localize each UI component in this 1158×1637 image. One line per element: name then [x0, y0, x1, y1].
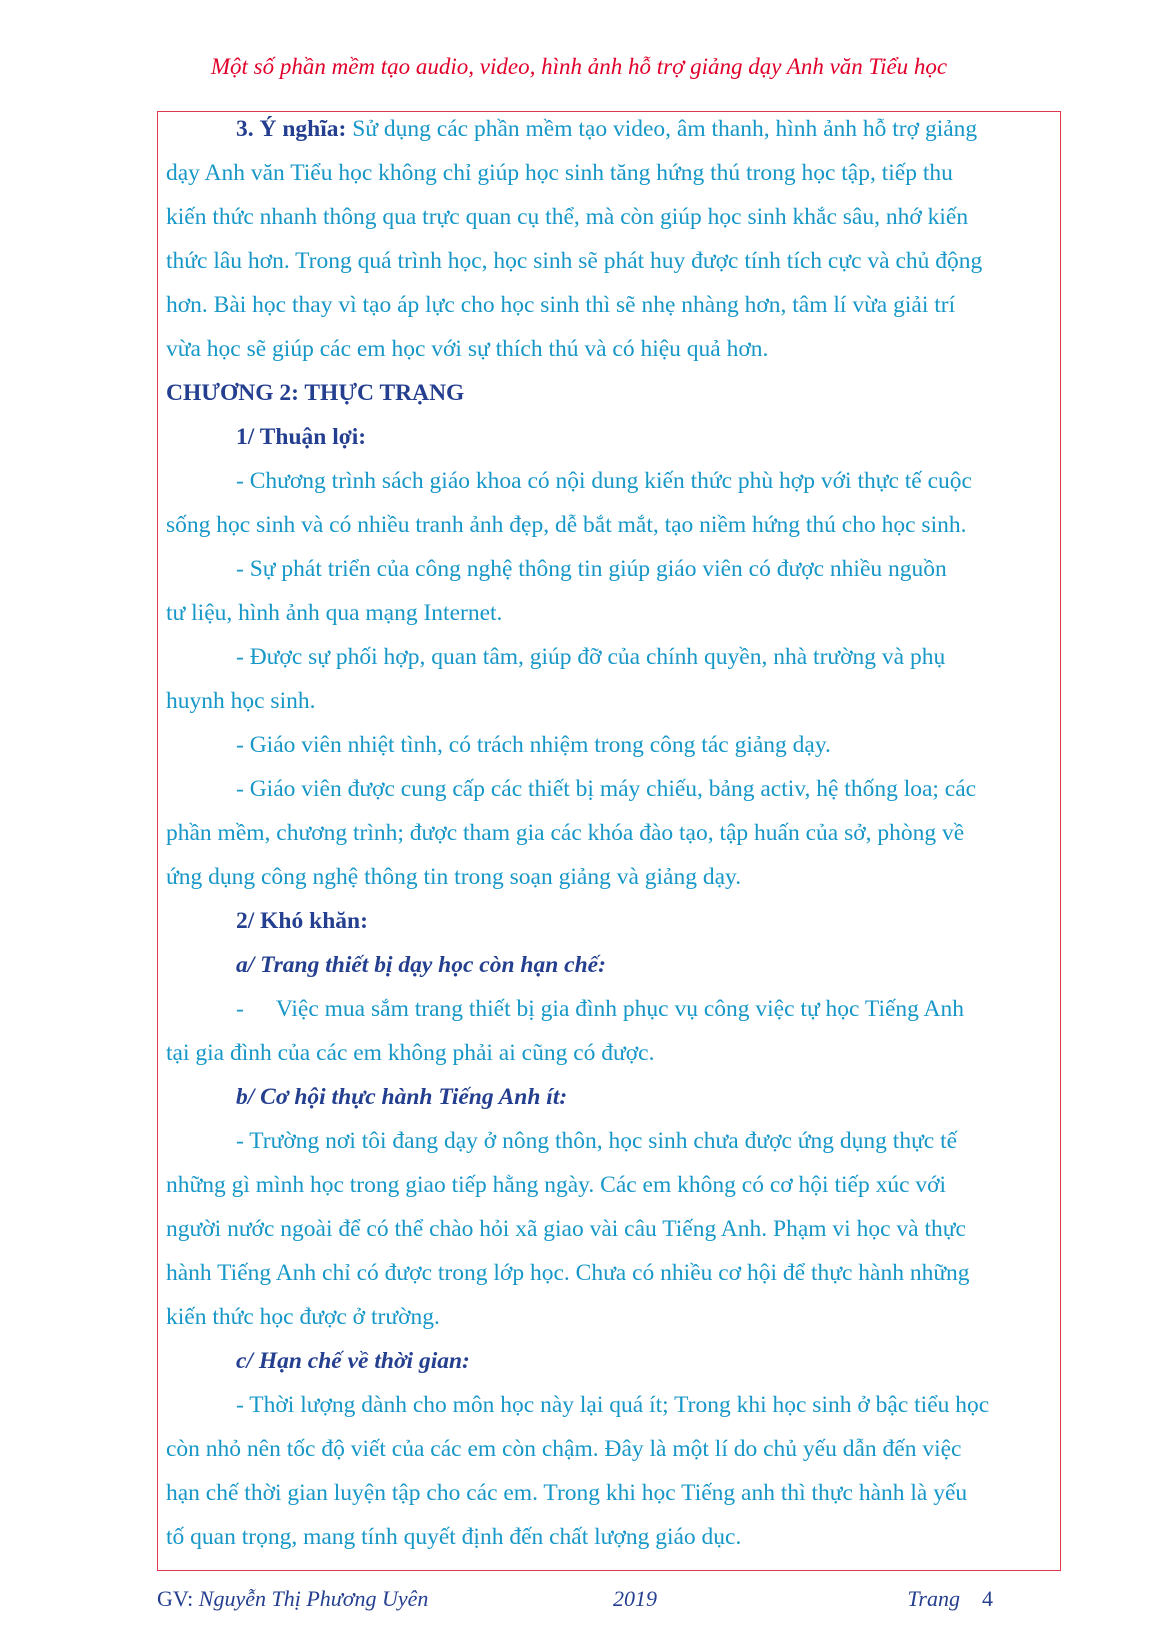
advantage-item — [166, 767, 1051, 899]
running-header: Một số phần mềm tạo audio, video, hình ảnh hỗ trợ giảng dạy Anh văn Tiểu học — [210, 54, 948, 79]
difficulty-c-heading: c/ Hạn chế về thời gian: — [236, 1348, 470, 1374]
paragraph-line: Việc mua sắm trang thiết bị gia đình phục vụ công việc tự học Tiếng Anh — [275, 996, 964, 1022]
dash-marker: - — [236, 996, 244, 1022]
difficulty-b-heading: b/ Cơ hội thực hành Tiếng Anh ít: — [236, 1084, 568, 1110]
paragraph-line: Sử dụng các phần mềm tạo video, âm thanh, hình ảnh hỗ trợ giảng — [346, 116, 978, 142]
paragraph-line: những gì mình học trong giao tiếp hằng ngày. Các em không có cơ hội tiếp xúc với — [166, 1172, 947, 1198]
document-body — [166, 107, 1051, 1559]
paragraph-line: huynh học sinh. — [166, 688, 316, 714]
paragraph-line: phần mềm, chương trình; được tham gia các khóa đào tạo, tập huấn của sở, phòng về — [166, 820, 965, 846]
paragraph-line: - Chương trình sách giáo khoa có nội dung kiến thức phù hợp với thực tế cuộc — [236, 468, 972, 494]
paragraph-line: ứng dụng công nghệ thông tin trong soạn giảng và giảng dạy. — [166, 864, 742, 890]
paragraph-line: dạy Anh văn Tiểu học không chỉ giúp học sinh tăng hứng thú trong học tập, tiếp thu — [166, 160, 953, 186]
paragraph-line: - Sự phát triển của công nghệ thông tin giúp giáo viên có được nhiều nguồn — [236, 556, 947, 582]
paragraph-line: thức lâu hơn. Trong quá trình học, học sinh sẽ phát huy được tính tích cực và chủ động — [166, 248, 983, 274]
paragraph-line: sống học sinh và có nhiều tranh ảnh đẹp, dễ bắt mắt, tạo niềm hứng thú cho học sinh. — [166, 512, 967, 538]
paragraph-line: hạn chế thời gian luyện tập cho các em. Trong khi học Tiếng anh thì thực hành là yếu — [166, 1480, 968, 1506]
paragraph-line: - Giáo viên được cung cấp các thiết bị máy chiếu, bảng activ, hệ thống loa; các — [236, 776, 977, 802]
chapter-2-heading: CHƯƠNG 2: THỰC TRẠNG — [166, 380, 465, 406]
difficulty-b-paragraph — [166, 1119, 1051, 1339]
paragraph-line: - Trường nơi tôi đang dạy ở nông thôn, học sinh chưa được ứng dụng thực tế — [236, 1128, 958, 1154]
paragraph-line: hành Tiếng Anh chỉ có được trong lớp học. Chưa có nhiều cơ hội để thực hành những — [166, 1260, 970, 1286]
difficulty-a-paragraph — [166, 987, 1051, 1075]
advantages-heading: 1/ Thuận lợi: — [236, 424, 367, 450]
paragraph-line: tại gia đình của các em không phải ai cũng có được. — [166, 1040, 655, 1066]
paragraph-line: - Được sự phối hợp, quan tâm, giúp đỡ của chính quyền, nhà trường và phụ — [236, 644, 946, 670]
paragraph-line: người nước ngoài để có thể chào hỏi xã giao vài câu Tiếng Anh. Phạm vi học và thực — [166, 1216, 966, 1242]
paragraph-line: tố quan trọng, mang tính quyết định đến chất lượng giáo dục. — [166, 1524, 742, 1550]
paragraph-line: - Thời lượng dành cho môn học này lại quá ít; Trong khi học sinh ở bậc tiểu học — [236, 1392, 990, 1418]
paragraph-line: vừa học sẽ giúp các em học với sự thích thú và có hiệu quả hơn. — [166, 336, 769, 362]
advantage-item — [166, 723, 1051, 767]
page-number: 4 — [982, 1586, 993, 1611]
advantage-item — [166, 547, 1051, 635]
paragraph-line: hơn. Bài học thay vì tạo áp lực cho học sinh thì sẽ nhẹ nhàng hơn, tâm lí vừa giải trí — [166, 292, 956, 318]
running-footer — [157, 1584, 1061, 1614]
paragraph-line: kiến thức nhanh thông qua trực quan cụ thể, mà còn giúp học sinh khắc sâu, nhớ kiến — [166, 204, 969, 230]
author-label: GV: — [157, 1586, 194, 1611]
difficulty-a-heading: a/ Trang thiết bị dạy học còn hạn chế: — [236, 952, 606, 978]
paragraph-line: còn nhỏ nên tốc độ viết của các em còn chậm. Đây là một lí do chủ yếu dẫn đến việc — [166, 1436, 962, 1462]
section-3-lead: 3. Ý nghĩa: — [236, 116, 347, 142]
paragraph-line: kiến thức học được ở trường. — [166, 1304, 440, 1330]
author-name: Nguyễn Thị Phương Uyên — [198, 1586, 429, 1611]
section-3-paragraph — [166, 107, 1051, 371]
difficulties-heading: 2/ Khó khăn: — [236, 908, 368, 934]
advantage-item — [166, 635, 1051, 723]
page-label: Trang — [907, 1586, 960, 1611]
paragraph-line: tư liệu, hình ảnh qua mạng Internet. — [166, 600, 503, 626]
difficulty-c-paragraph — [166, 1383, 1051, 1559]
advantage-item — [166, 459, 1051, 547]
footer-year: 2019 — [613, 1586, 657, 1611]
footer-page — [907, 1584, 993, 1614]
paragraph-line: - Giáo viên nhiệt tình, có trách nhiệm trong công tác giảng dạy. — [236, 732, 831, 758]
footer-author — [157, 1584, 428, 1614]
